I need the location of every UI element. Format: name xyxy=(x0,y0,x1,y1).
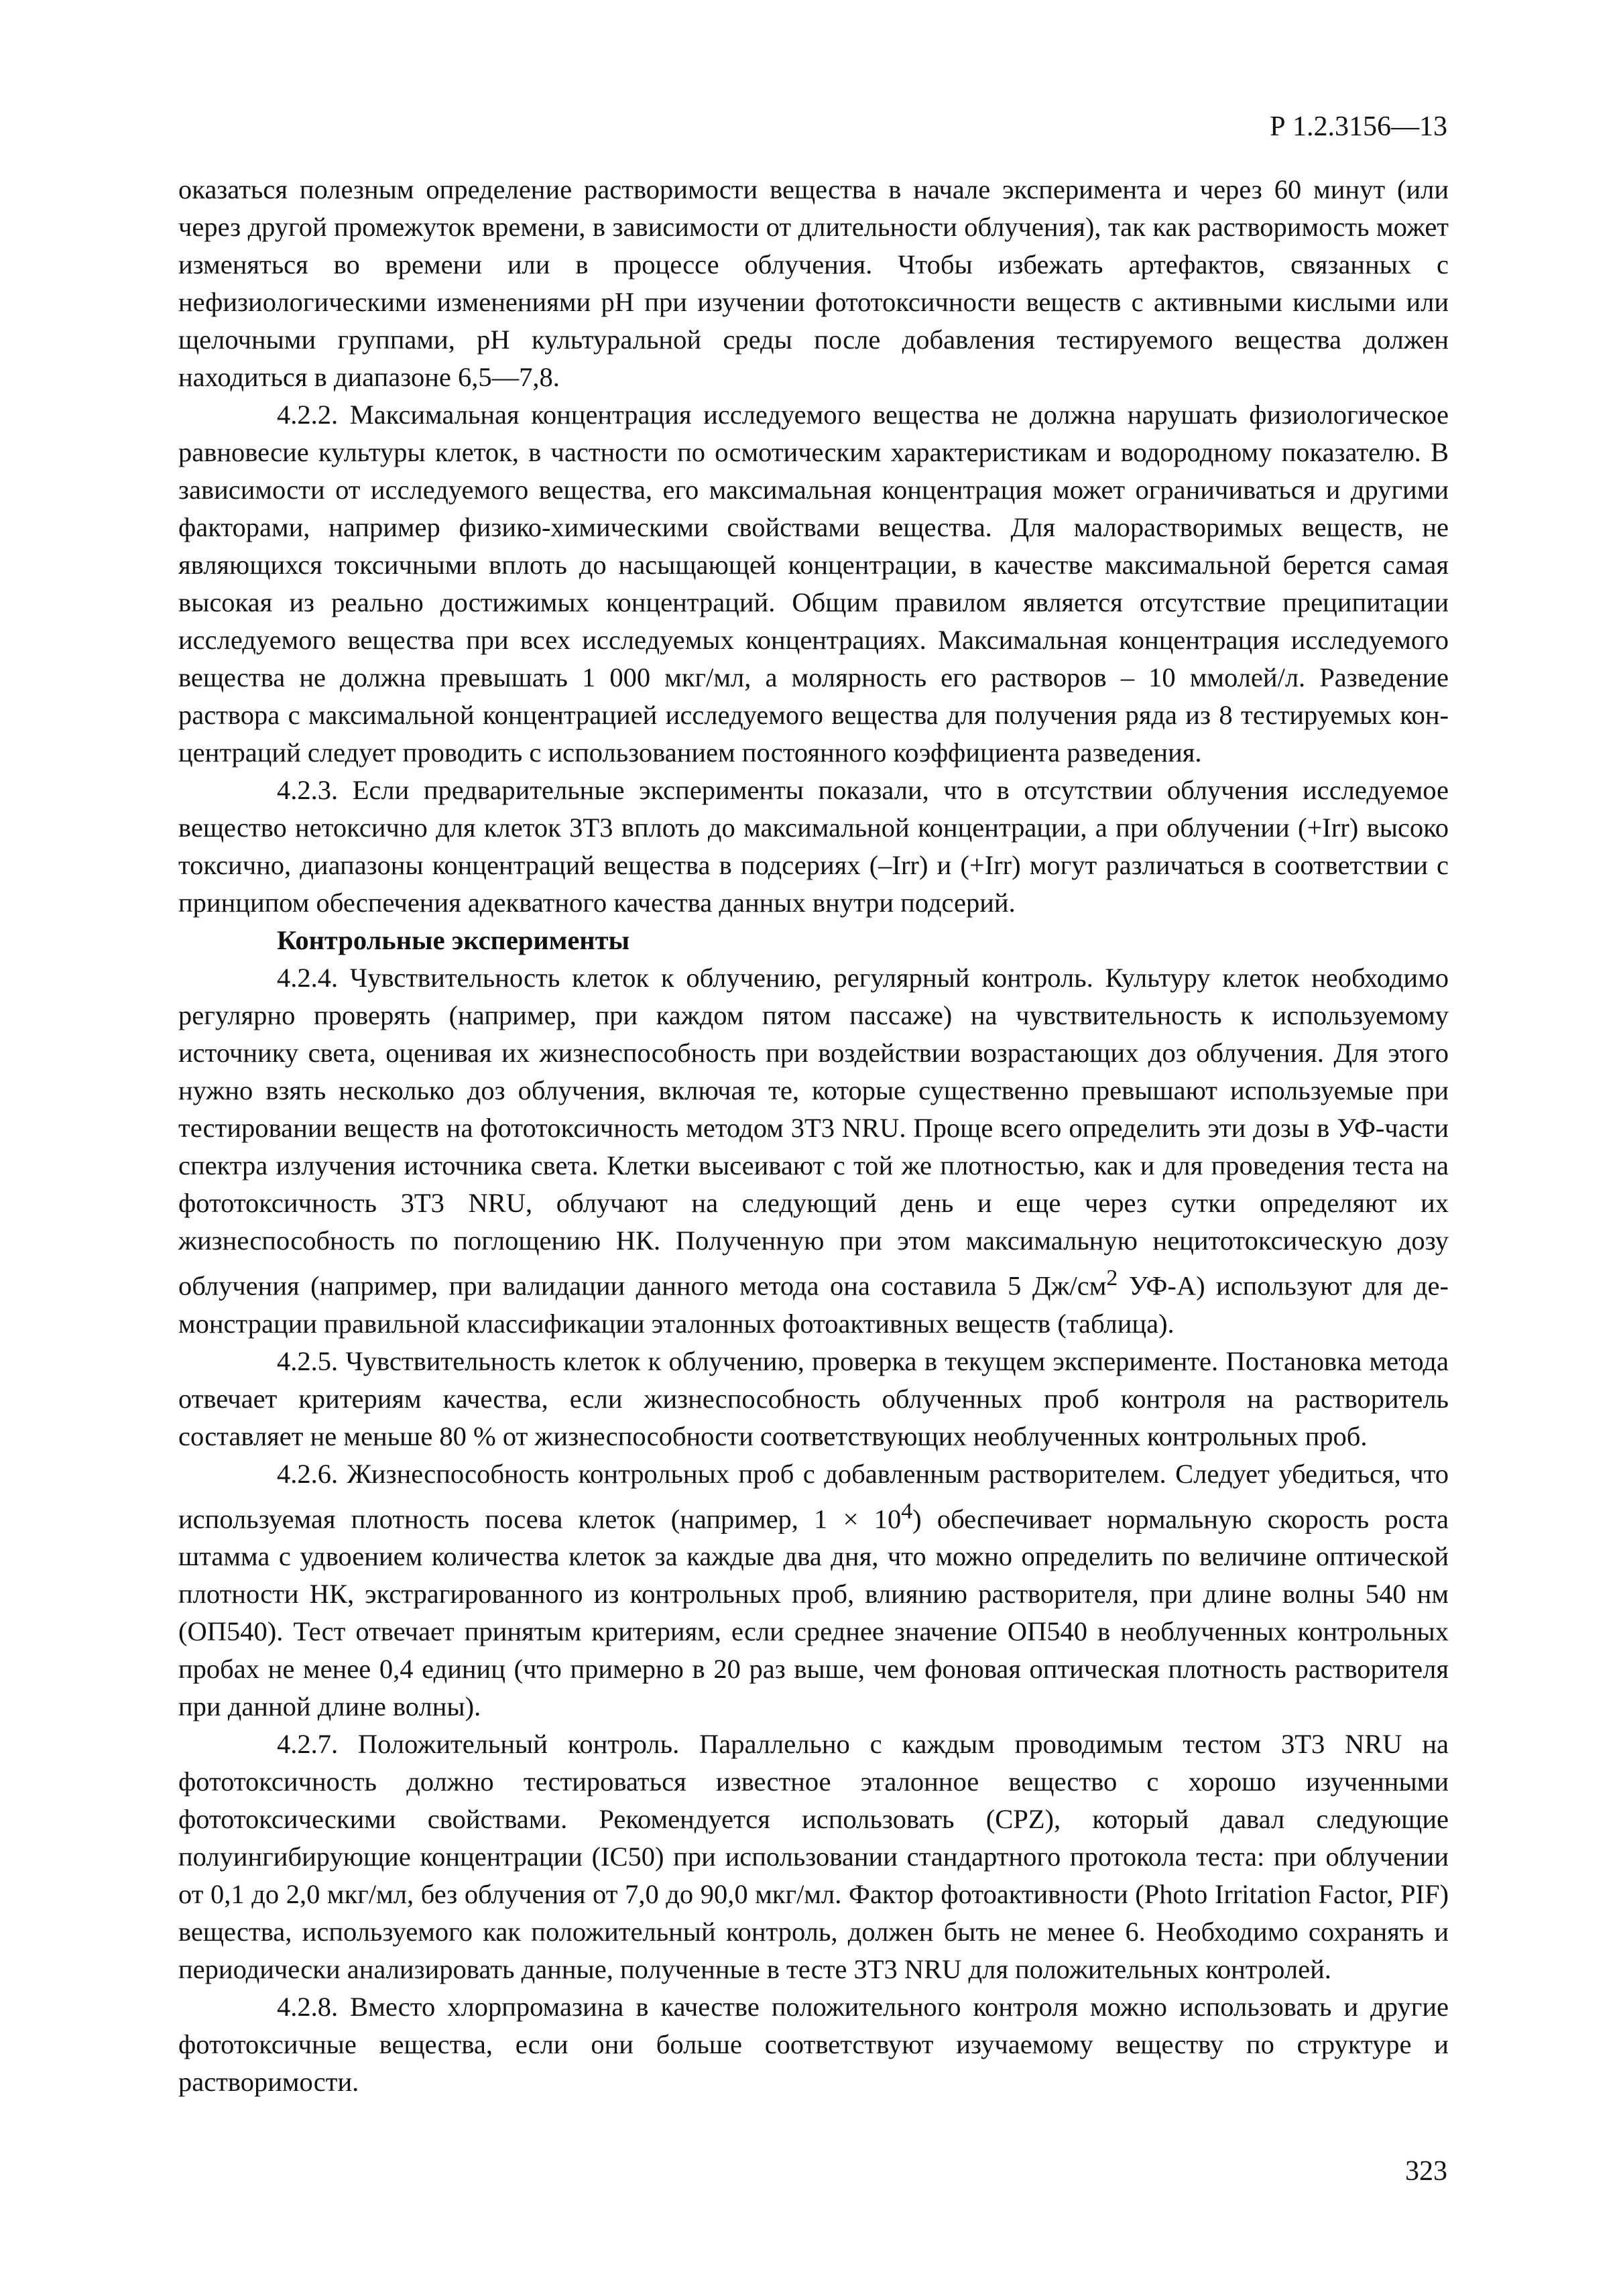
paragraph-4-2-6 xyxy=(178,1455,1449,1726)
paragraph-4-2-8: 4.2.8. Вместо хлорпромазина в качестве положительного контроля можно использовать и другие фототоксичные вещества, если они больше соответствуют изучаемому веществу по структуре и растворимости. xyxy=(178,1992,1449,2097)
paragraph-4-2-4-text: 4.2.4. Чувствительность клеток к облучению, регулярный контроль. Культуру клеток необходимо регулярно проверять (например, при каждом пятом пассаже) на чувствительность к используемому источнику света, оценивая их жизнеспособность при воздействии возрастающих доз облучения. Для этого нужно взять несколько доз облучения, включая те, которые существенно превышают используемые при тестировании веществ на фототоксичность методом 3Т3 NRU. Проще всего определить эти дозы в УФ-части спектра излучения источника света. Клетки высеивают с той же плотностью, как и для проведения теста на фототоксичность 3Т3 NRU, облучают на следующий день и еще через сутки определяют их жизнеспособность по поглощению НК. Полученную при этом максимальную нецитотоксическую дозу облучения (например, при валидации данного метода она составила 5 Дж/см xyxy=(178,963,1449,1301)
document-body xyxy=(178,171,1449,2101)
paragraph-4-2-6-text-cont: ) обеспечивает нормальную скорость роста штамма с удвоением количества клеток за каждые два дня, что можно определить по величине оптической плотности НК, экстрагированного из контрольных проб, влиянию растворителя, при длине волны 540 нм (ОП540). Тест отвечает принятым критериям, если среднее значение ОП540 в необлученных контрольных пробах не менее 0,4 единиц (что примерно в 20 раз выше, чем фоновая оптическая плотность растворителя при данной длине волны). xyxy=(178,1504,1449,1721)
document-code: Р 1.2.3156—13 xyxy=(1270,111,1447,142)
paragraph-4-2-4 xyxy=(178,959,1449,1343)
page-number: 323 xyxy=(1405,2156,1447,2187)
superscript-4: 4 xyxy=(901,1498,913,1524)
paragraph-4-2-4-text-cont: УФ-А) используют для демонстрации правильной классификации эталонных фотоактивных веществ (таблица). xyxy=(178,1270,1449,1339)
superscript-2: 2 xyxy=(1106,1266,1118,1290)
paragraph-4-2-5: 4.2.5. Чувствительность клеток к облучению, проверка в текущем эксперименте. Постановка метода отвечает критериям качества, если жизнеспособность облученных проб контроля на растворитель составляет не меньше 80 % от жизнеспособности соответствующих необлученных контрольных проб. xyxy=(178,1345,1449,1451)
paragraph-4-2-2: 4.2.2. Максимальная концентрация исследуемого вещества не должна нарушать физиологическое равновесие культуры клеток, в частности по осмотическим характеристикам и водородному показателю. В зависимости от исследуемого вещества, его максимальная концентрация может ограничиваться и другими факторами, например физико-химическими свойствами вещества. Для малорастворимых веществ, не являющихся токсичными вплоть до насыщающей концентрации, в качестве максимальной берется самая высокая из реально достижимых концентраций. Общим правилом является отсутствие преципитации исследуемого вещества при всех исследуемых концентрациях. Максимальная концентрация исследуемого вещества не должна превышать 1 000 мкг/мл, а молярность его растворов – 10 ммолей/л. Разведение раствора с максимальной концентрацией исследуемого вещества для получения ряда из 8 тестируемых концентраций следует проводить с использованием постоянного коэффициента разведения. xyxy=(178,400,1449,768)
paragraph-4-2-3: 4.2.3. Если предварительные эксперименты показали, что в отсутствии облучения исследуемое вещество нетоксично для клеток 3Т3 вплоть до максимальной концентрации, а при облучении (+Irr) высоко токсично, диапазоны концентраций вещества в подсериях (–Irr) и (+Irr) могут различаться в соответствии с принципом обеспечения адекватного качества данных внутри подсерий. xyxy=(178,775,1449,918)
paragraph-4-2-6-text: 4.2.6. Жизнеспособность контрольных проб с добавленным растворителем. Следует убедиться, что используемая плотность посева клеток (например, 1 × 10 xyxy=(178,1458,1449,1534)
paragraph-4-2-7: 4.2.7. Положительный контроль. Параллельно с каждым проводимым тестом 3Т3 NRU на фототоксичность должно тестироваться известное эталонное вещество с хорошо изученными фототоксическими свойствами. Рекомендуется использовать (CPZ), который давал следующие полуингибирующие концентрации (IC50) при использовании стандартного протокола теста: при облучении от 0,1 до 2,0 мкг/мл, без облучения от 7,0 до 90,0 мкг/мл. Фактор фотоактивности (Photo Irritation Factor, PIF) вещества, используемого как положительный контроль, должен быть не менее 6. Необходимо сохранять и периодически анализировать данные, полученные в тесте 3Т3 NRU для положительных контролей. xyxy=(178,1729,1449,1984)
section-title: Контрольные эксперименты xyxy=(277,925,630,955)
paragraph-continuation: оказаться полезным определение растворимости вещества в начале эксперимента и через 60 минут (или через другой промежуток времени, в зависимости от длительности облучения), так как растворимость может изменяться во времени или в процессе облучения. Чтобы избежать артефактов, связанных с нефизиологическими изменениями pH при изучении фототоксичности веществ с активными кислыми или щелочными группами, pH культуральной среды после добавления тестируемого вещества должен находиться в диапазоне 6,5—7,8. xyxy=(178,174,1449,392)
